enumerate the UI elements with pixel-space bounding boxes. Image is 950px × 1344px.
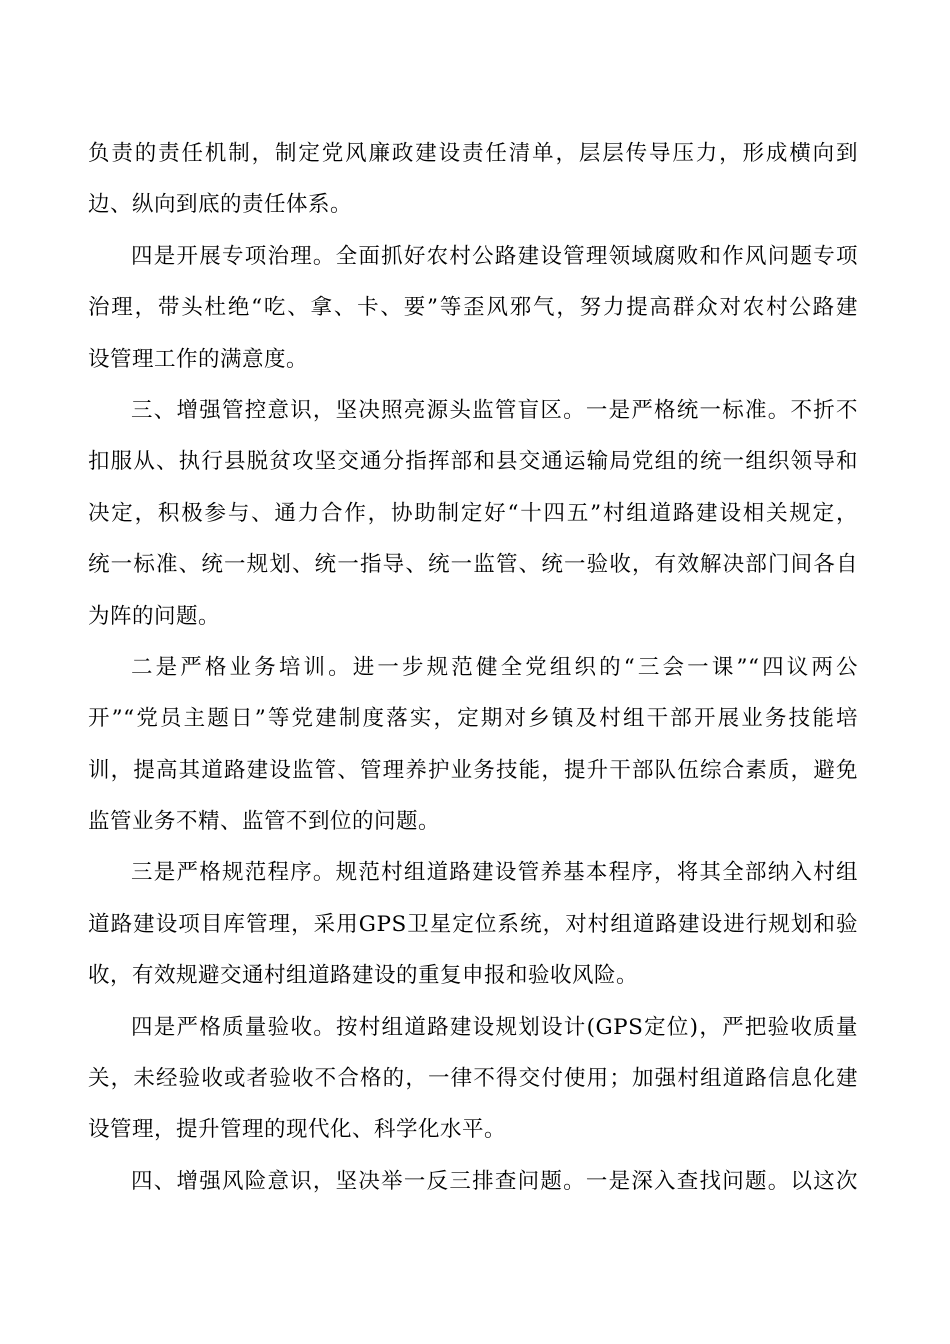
text-line: 收，有效规避交通村组道路建设的重复申报和验收风险。 <box>88 963 639 989</box>
text-line: 边、纵向到底的责任体系。 <box>88 192 353 218</box>
text-line: 治理，带头杜绝“吃、拿、卡、要”等歪风邪气，努力提高群众对农村公路建 <box>88 295 858 321</box>
paragraph-first-line: 四是严格质量验收。按村组道路建设规划设计(GPS定位)，严把验收质量 <box>131 1014 858 1040</box>
text-line: 为阵的问题。 <box>88 603 221 629</box>
paragraph-first-line: 二是严格业务培训。进一步规范健全党组织的“三会一课”“四议两公 <box>131 654 858 680</box>
text-line: 关，未经验收或者验收不合格的，一律不得交付使用；加强村组道路信息化建 <box>88 1066 858 1092</box>
text-line: 设管理，提升管理的现代化、科学化水平。 <box>88 1117 507 1143</box>
text-line: 监管业务不精、监管不到位的问题。 <box>88 809 441 835</box>
text-line: 开”“党员主题日”等党建制度落实，定期对乡镇及村组干部开展业务技能培 <box>88 706 858 732</box>
paragraph-first-line: 四、增强风险意识，坚决举一反三排查问题。一是深入查找问题。以这次 <box>131 1168 858 1194</box>
text-line: 统一标准、统一规划、统一指导、统一监管、统一验收，有效解决部门间各自 <box>88 552 858 578</box>
paragraph-first-line: 四是开展专项治理。全面抓好农村公路建设管理领域腐败和作风问题专项 <box>131 243 858 269</box>
document-body <box>88 128 858 1207</box>
text-line: 负责的责任机制，制定党风廉政建设责任清单，层层传导压力，形成横向到 <box>88 141 858 166</box>
text-line: 决定，积极参与、通力合作，协助制定好“十四五”村组道路建设相关规定， <box>88 500 858 526</box>
paragraph-first-line: 三、增强管控意识，坚决照亮源头监管盲区。一是严格统一标准。不折不 <box>131 397 858 423</box>
paragraph-first-line: 三是严格规范程序。规范村组道路建设管养基本程序，将其全部纳入村组 <box>131 860 858 886</box>
text-line: 设管理工作的满意度。 <box>88 346 309 372</box>
text-line: 训，提高其道路建设监管、管理养护业务技能，提升干部队伍综合素质，避免 <box>88 757 858 783</box>
text-line: 扣服从、执行县脱贫攻坚交通分指挥部和县交通运输局党组的统一组织领导和 <box>88 449 858 475</box>
text-line: 道路建设项目库管理，采用GPS卫星定位系统，对村组道路建设进行规划和验 <box>88 911 858 937</box>
